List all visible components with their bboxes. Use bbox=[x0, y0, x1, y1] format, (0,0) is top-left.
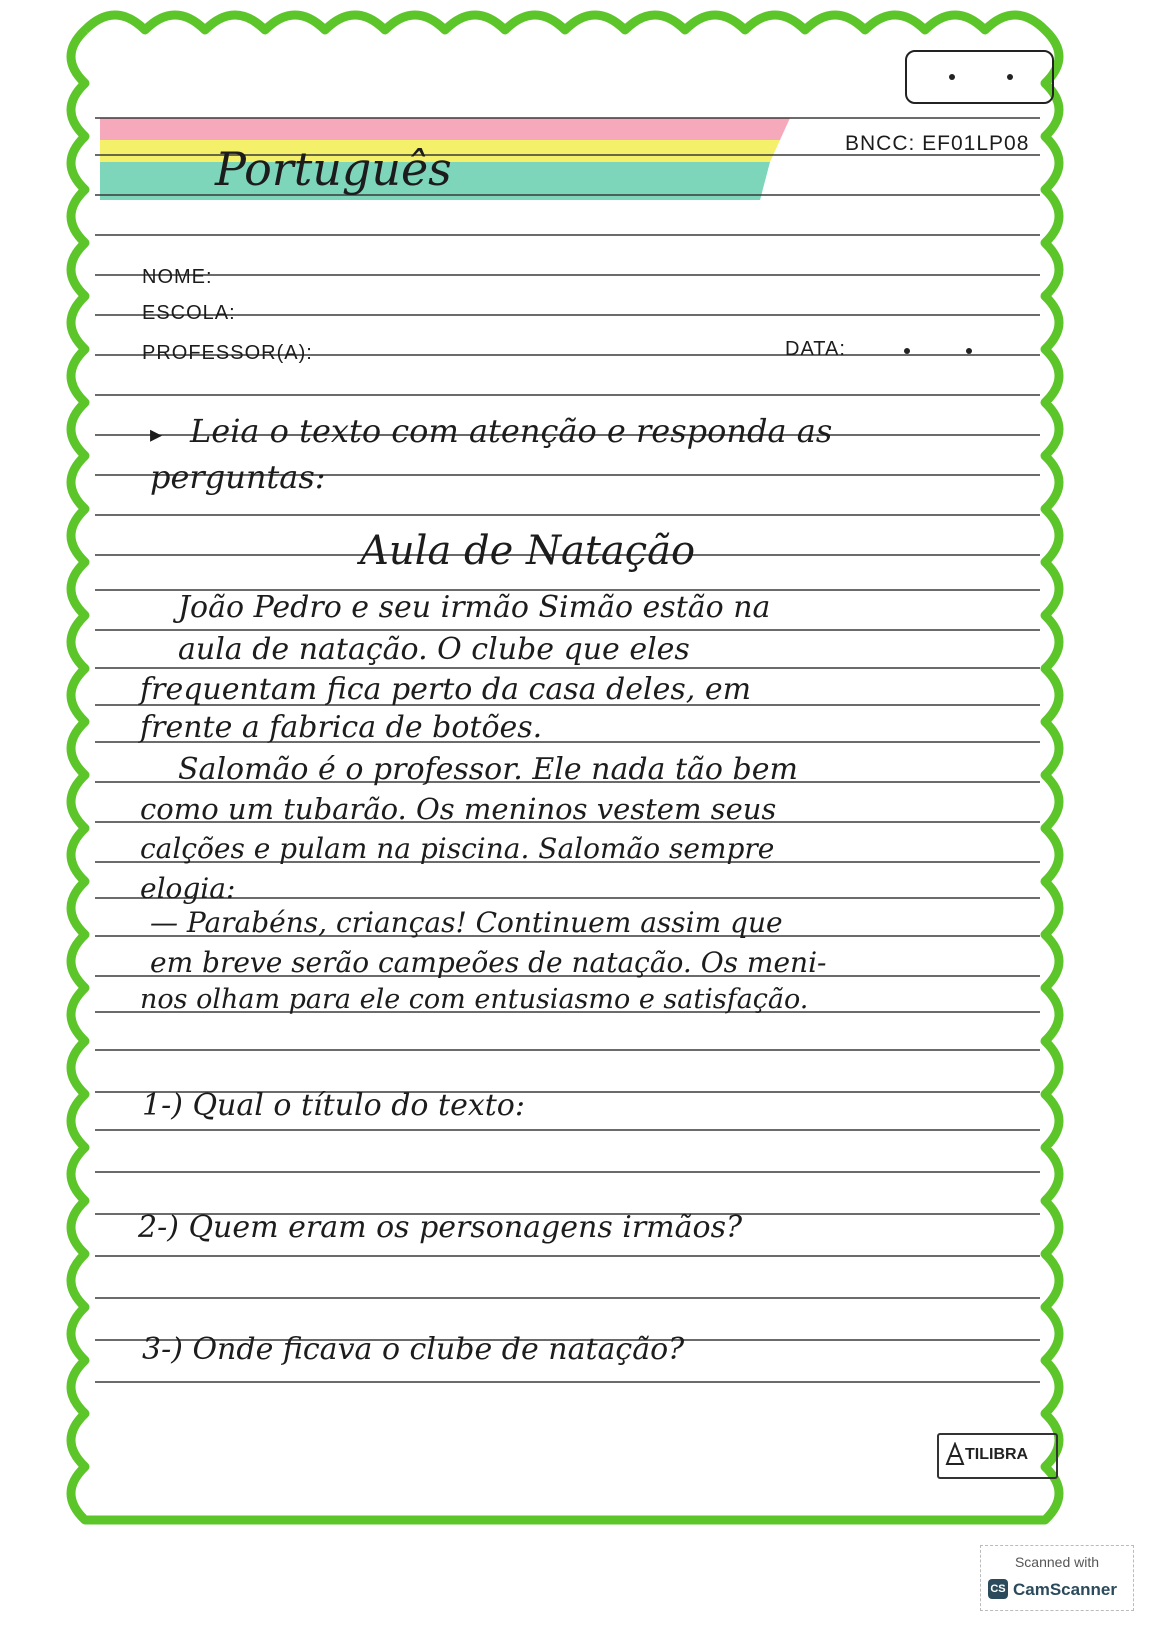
top-right-date-box bbox=[905, 50, 1054, 104]
scanner-name: CamScanner bbox=[1013, 1580, 1117, 1599]
story-title: Aula de Natação bbox=[360, 528, 696, 574]
story-line: — Parabéns, crianças! Continuem assim que bbox=[150, 906, 783, 939]
scanner-caption: Scanned with bbox=[1014, 1554, 1100, 1570]
story-line: frente a fabrica de botões. bbox=[140, 710, 543, 745]
story-line: Salomão é o professor. Ele nada tão bem bbox=[178, 752, 798, 787]
story-line: João Pedro e seu irmão Simão estão na bbox=[178, 590, 771, 625]
date-dot bbox=[904, 348, 910, 354]
ruled-lines bbox=[95, 118, 1040, 1382]
teacher-label: PROFESSOR(A): bbox=[142, 342, 313, 364]
subject-title: Português bbox=[215, 142, 452, 196]
instruction-bullet: ▸ bbox=[150, 420, 163, 448]
notebook-brand-logo bbox=[937, 1433, 1058, 1479]
instruction-line-2: perguntas: bbox=[150, 458, 326, 496]
story-line: calções e pulam na piscina. Salomão sempre bbox=[140, 832, 775, 865]
school-label: ESCOLA: bbox=[142, 302, 236, 324]
brand-mark-icon bbox=[945, 1442, 965, 1466]
story-line: nos olham para ele com entusiasmo e satisfação. bbox=[140, 984, 809, 1015]
date-dot bbox=[966, 348, 972, 354]
story-line: aula de natação. O clube que eles bbox=[178, 632, 690, 667]
camscanner-watermark bbox=[980, 1545, 1134, 1611]
date-label: DATA: bbox=[785, 338, 846, 360]
story-line: elogia: bbox=[140, 872, 236, 905]
question-1: 1-) Qual o título do texto: bbox=[142, 1088, 525, 1123]
name-label: NOME: bbox=[142, 266, 213, 288]
question-3: 3-) Onde ficava o clube de natação? bbox=[142, 1332, 685, 1367]
question-2: 2-) Quem eram os personagens irmãos? bbox=[138, 1210, 743, 1245]
story-line: frequentam fica perto da casa deles, em bbox=[140, 672, 752, 707]
header-band-pink bbox=[100, 118, 790, 140]
instruction-line-1: Leia o texto com atenção e responda as bbox=[190, 412, 833, 450]
bncc-code: BNCC: EF01LP08 bbox=[845, 132, 1030, 155]
story-line: em breve serão campeões de natação. Os meni- bbox=[150, 946, 827, 979]
story-line: como um tubarão. Os meninos vestem seus bbox=[140, 792, 777, 826]
notebook-brand-text: TILIBRA bbox=[965, 1446, 1029, 1463]
camscanner-icon: CS bbox=[988, 1579, 1008, 1599]
